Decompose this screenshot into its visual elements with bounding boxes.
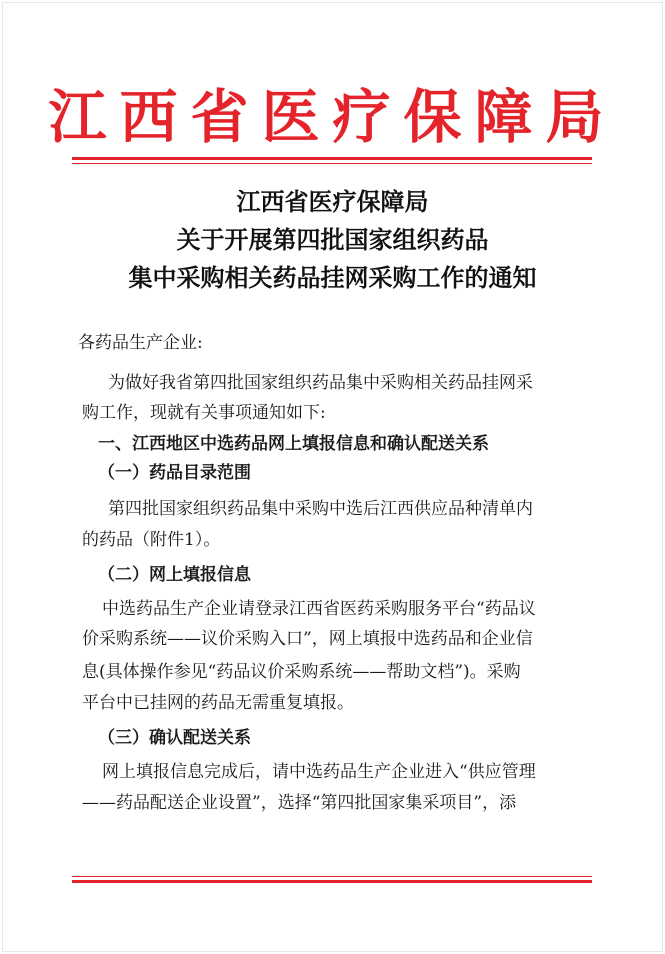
paragraph-line: 第四批国家组织药品集中采购中选后江西供应品种清单内 xyxy=(108,499,533,519)
footer-rule-thin xyxy=(72,876,592,877)
paragraph-line: 购工作，现就有关事项通知如下: xyxy=(82,403,326,423)
letterhead: 江西省医疗保障局 xyxy=(48,83,617,151)
footer-rule-thick xyxy=(72,880,592,883)
notice-title-line-1: 江西省医疗保障局 xyxy=(236,188,429,216)
paragraph-line: 中选药品生产企业请登录江西省医药采购服务平台“药品议 xyxy=(102,599,536,619)
paragraph-line: 为做好我省第四批国家组织药品集中采购相关药品挂网采 xyxy=(108,373,533,393)
paragraph-line: 息(具体操作参见“药品议价采购系统——帮助文档”)。采购 xyxy=(82,662,521,682)
subsection-heading: （一）药品目录范围 xyxy=(98,463,251,483)
subsection-heading: （三）确认配送关系 xyxy=(98,728,251,748)
paragraph-line: 价采购系统——议价采购入口”，网上填报中选药品和企业信 xyxy=(82,629,533,649)
section-heading: 一、江西地区中选药品网上填报信息和确认配送关系 xyxy=(98,434,489,454)
notice-title-line-3: 集中采购相关药品挂网采购工作的通知 xyxy=(128,264,537,292)
salutation: 各药品生产企业: xyxy=(78,333,203,353)
header-rule-thin xyxy=(72,163,592,164)
paragraph-line: 的药品（附件1）。 xyxy=(82,530,221,550)
notice-title-line-2: 关于开展第四批国家组织药品 xyxy=(176,226,489,254)
paragraph-line: 网上填报信息完成后，请中选药品生产企业进入“供应管理 xyxy=(102,762,536,782)
subsection-heading: （二）网上填报信息 xyxy=(98,565,251,585)
header-rule-thick xyxy=(72,157,592,160)
paragraph-line: 平台中已挂网的药品无需重复填报。 xyxy=(82,693,354,713)
paragraph-line: ——药品配送企业设置”，选择“第四批国家集采项目”，添 xyxy=(82,793,517,813)
